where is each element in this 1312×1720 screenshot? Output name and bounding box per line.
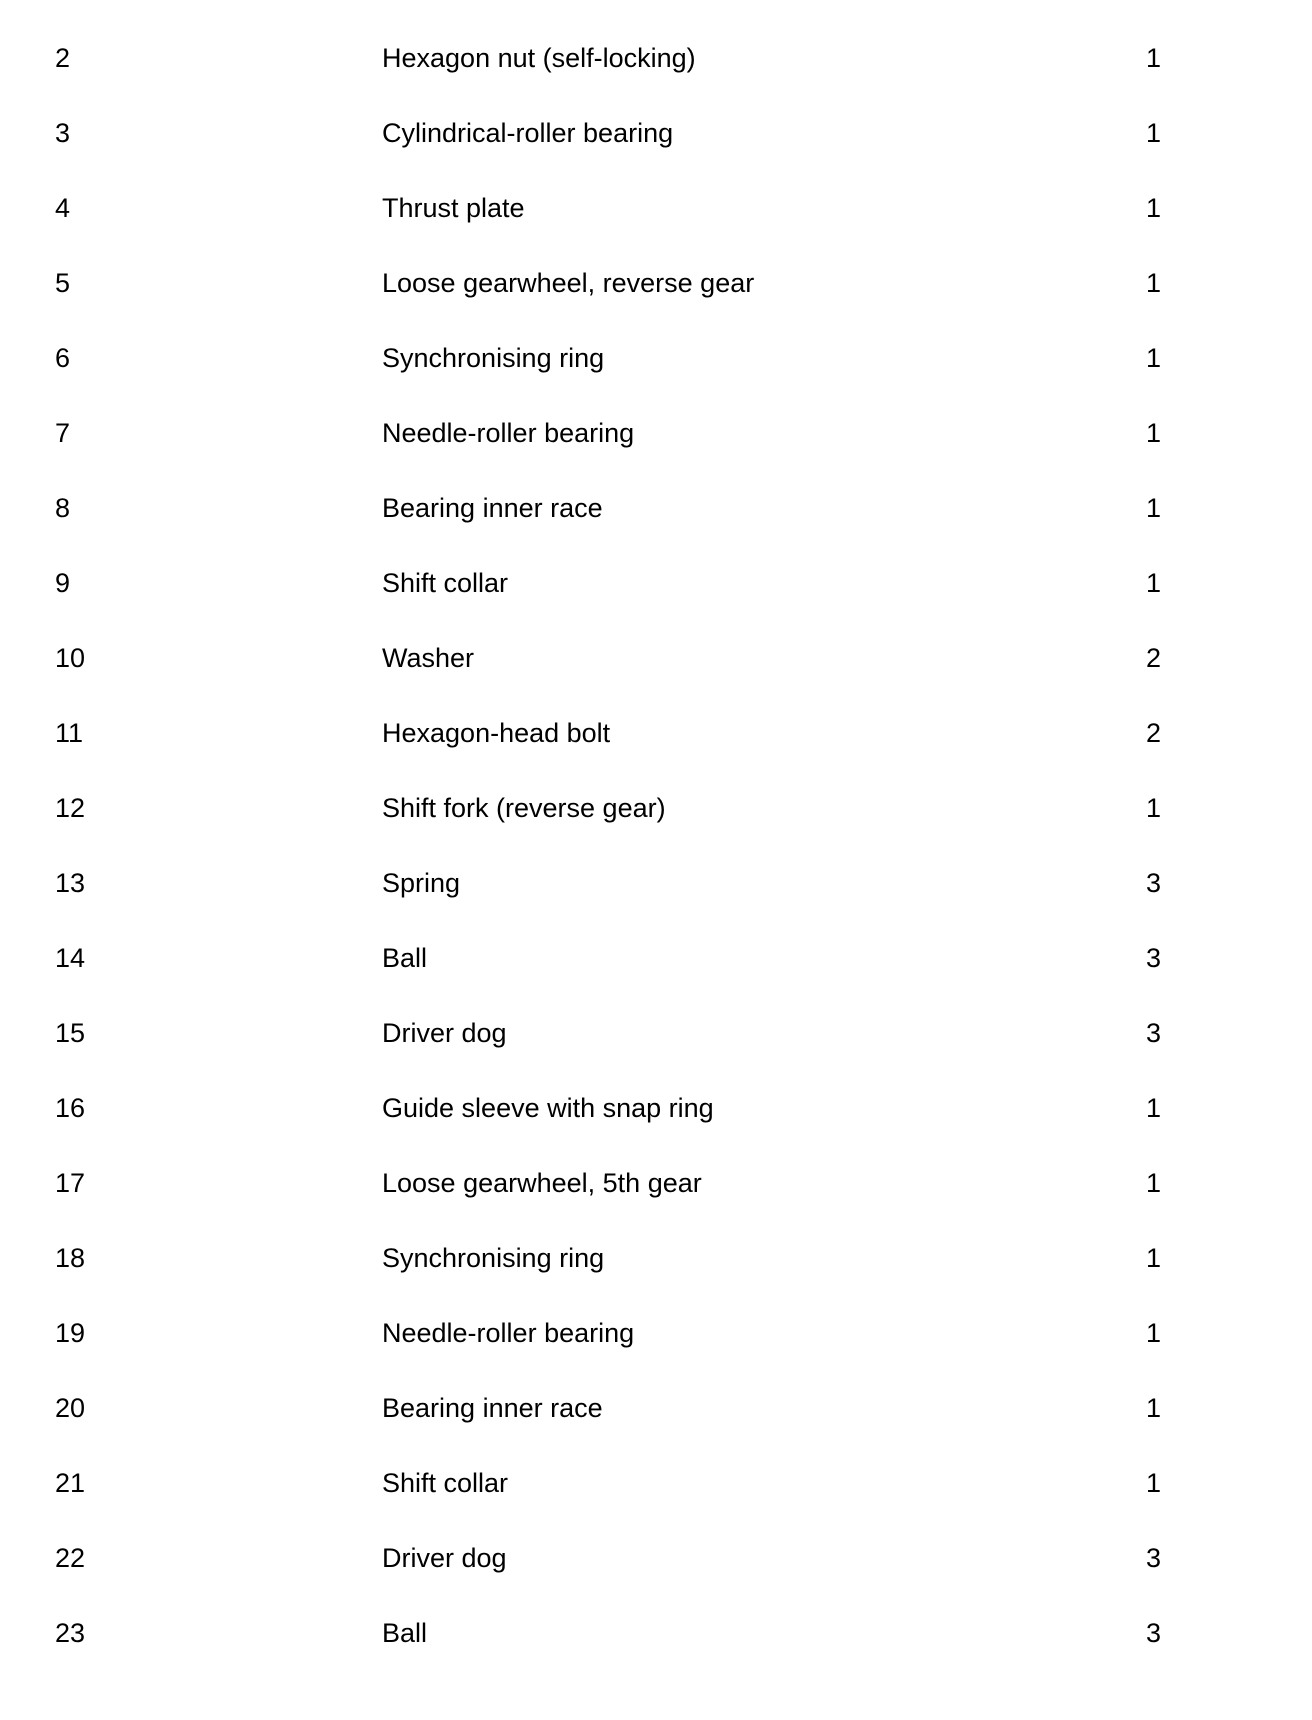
part-description: Ball	[382, 1618, 428, 1648]
table-row	[0, 1313, 1312, 1353]
part-quantity: 3	[1146, 868, 1162, 898]
part-number: 2	[55, 43, 71, 73]
part-description: Washer	[382, 643, 475, 673]
table-row	[0, 1088, 1312, 1128]
part-description: Shift collar	[382, 568, 509, 598]
part-quantity: 1	[1146, 793, 1162, 823]
part-description: Loose gearwheel, reverse gear	[382, 268, 755, 298]
part-description: Driver dog	[382, 1018, 507, 1048]
part-quantity: 1	[1146, 1393, 1162, 1423]
table-row	[0, 338, 1312, 378]
part-description: Cylindrical-roller bearing	[382, 118, 674, 148]
part-description: Loose gearwheel, 5th gear	[382, 1168, 702, 1198]
table-row	[0, 1463, 1312, 1503]
part-number: 16	[55, 1093, 86, 1123]
part-description: Shift collar	[382, 1468, 509, 1498]
part-description: Bearing inner race	[382, 493, 603, 523]
part-quantity: 1	[1146, 43, 1162, 73]
part-number: 10	[55, 643, 86, 673]
part-number: 19	[55, 1318, 86, 1348]
part-quantity: 3	[1146, 1018, 1162, 1048]
part-quantity: 1	[1146, 268, 1162, 298]
part-description: Synchronising ring	[382, 343, 605, 373]
part-number: 22	[55, 1543, 86, 1573]
part-number: 11	[55, 718, 84, 748]
part-quantity: 3	[1146, 1618, 1162, 1648]
part-quantity: 1	[1146, 1168, 1162, 1198]
part-number: 6	[55, 343, 71, 373]
table-row	[0, 638, 1312, 678]
part-quantity: 1	[1146, 418, 1162, 448]
table-row	[0, 863, 1312, 903]
part-description: Synchronising ring	[382, 1243, 605, 1273]
part-quantity: 1	[1146, 193, 1162, 223]
part-number: 15	[55, 1018, 86, 1048]
table-row	[0, 1388, 1312, 1428]
part-description: Guide sleeve with snap ring	[382, 1093, 714, 1123]
table-row	[0, 938, 1312, 978]
part-number: 13	[55, 868, 86, 898]
part-number: 7	[55, 418, 71, 448]
table-row	[0, 1238, 1312, 1278]
table-row	[0, 488, 1312, 528]
part-quantity: 3	[1146, 1543, 1162, 1573]
part-description: Hexagon-head bolt	[382, 718, 611, 748]
part-number: 21	[55, 1468, 86, 1498]
part-number: 23	[55, 1618, 86, 1648]
part-number: 3	[55, 118, 71, 148]
part-quantity: 1	[1146, 118, 1162, 148]
part-quantity: 1	[1146, 1243, 1162, 1273]
table-row	[0, 563, 1312, 603]
part-description: Spring	[382, 868, 461, 898]
table-row	[0, 713, 1312, 753]
part-number: 18	[55, 1243, 86, 1273]
part-number: 17	[55, 1168, 86, 1198]
part-quantity: 1	[1146, 1468, 1162, 1498]
table-row	[0, 38, 1312, 78]
part-description: Ball	[382, 943, 428, 973]
part-number: 8	[55, 493, 71, 523]
part-number: 20	[55, 1393, 86, 1423]
part-description: Needle-roller bearing	[382, 1318, 635, 1348]
table-row	[0, 113, 1312, 153]
part-description: Bearing inner race	[382, 1393, 603, 1423]
part-quantity: 1	[1146, 343, 1162, 373]
part-quantity: 1	[1146, 493, 1162, 523]
part-quantity: 2	[1146, 643, 1162, 673]
table-row	[0, 263, 1312, 303]
part-number: 12	[55, 793, 86, 823]
part-description: Needle-roller bearing	[382, 418, 635, 448]
part-number: 4	[55, 193, 71, 223]
table-row	[0, 1013, 1312, 1053]
table-row	[0, 188, 1312, 228]
table-row	[0, 413, 1312, 453]
table-row	[0, 788, 1312, 828]
part-quantity: 3	[1146, 943, 1162, 973]
part-quantity: 1	[1146, 1318, 1162, 1348]
part-number: 9	[55, 568, 71, 598]
table-row	[0, 1163, 1312, 1203]
part-description: Hexagon nut (self-locking)	[382, 43, 696, 73]
part-quantity: 1	[1146, 568, 1162, 598]
part-description: Shift fork (reverse gear)	[382, 793, 666, 823]
part-quantity: 2	[1146, 718, 1162, 748]
part-description: Driver dog	[382, 1543, 507, 1573]
part-number: 14	[55, 943, 86, 973]
part-number: 5	[55, 268, 71, 298]
part-quantity: 1	[1146, 1093, 1162, 1123]
table-row	[0, 1538, 1312, 1578]
table-row	[0, 1613, 1312, 1653]
part-description: Thrust plate	[382, 193, 525, 223]
